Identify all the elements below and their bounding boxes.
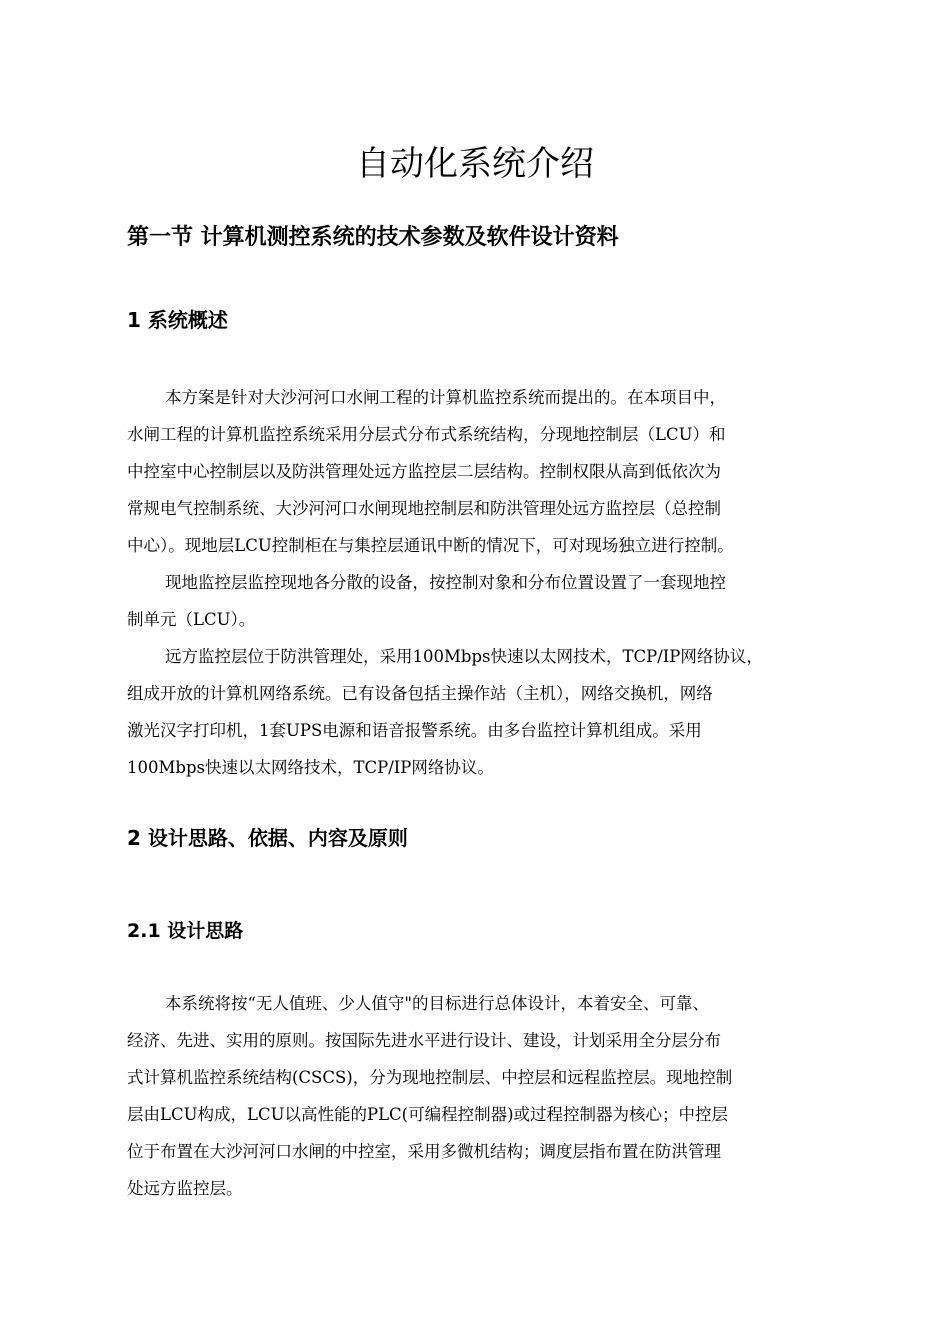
text-line: 层由LCU构成，LCU以高性能的PLC(可编程控制器)或过程控制器为核心；中控层 — [127, 1105, 729, 1124]
text-line: 本系统将按“无人值班、少人值守"的目标进行总体设计，本着安全、可靠、 — [165, 994, 710, 1013]
heading-system-overview: 1 系统概述 — [127, 308, 228, 332]
design-paragraphs — [127, 985, 832, 1207]
text-line: 处远方监控层。 — [127, 1179, 243, 1198]
text-line: 激光汉字打印机，1套UPS电源和语音报警系统。由多台监控计算机组成。采用 — [127, 721, 702, 740]
text-line: 中控室中心控制层以及防洪管理处远方监控层二层结构。控制权限从高到低依次为 — [127, 462, 721, 481]
text-line: 100Mbps快速以太网络技术，TCP/IP网络协议。 — [127, 758, 494, 777]
section-heading: 第一节 计算机测控系统的技术参数及软件设计资料 — [127, 225, 619, 250]
text-line: 本方案是针对大沙河河口水闸工程的计算机监控系统而提出的。在本项目中， — [165, 388, 726, 407]
text-line: 式计算机监控系统结构(CSCS)，分为现地控制层、中控层和远程监控层。现地控制 — [127, 1068, 733, 1087]
heading-design-approach: 2.1 设计思路 — [127, 920, 244, 942]
heading-design-principles: 2 设计思路、依据、内容及原则 — [127, 826, 408, 850]
text-line: 水闸工程的计算机监控系统采用分层式分布式系统结构，分现地控制层（LCU）和 — [127, 425, 726, 444]
text-line: 现地监控层监控现地各分散的设备，按控制对象和分布位置设置了一套现地控 — [165, 573, 726, 592]
text-line: 位于布置在大沙河河口水闸的中控室，采用多微机结构；调度层指布置在防洪管理 — [127, 1142, 721, 1161]
text-line: 经济、先进、实用的原则。按国际先进水平进行设计、建设，计划采用全分层分布 — [127, 1031, 721, 1050]
text-line: 制单元（LCU）。 — [127, 610, 256, 629]
document-title: 自动化系统介绍 — [356, 144, 594, 184]
text-line: 远方监控层位于防洪管理处，采用100Mbps快速以太网技术，TCP/IP网络协议， — [165, 647, 763, 666]
text-line: 中心）。现地层LCU控制柜在与集控层通讯中断的情况下，可对现场独立进行控制。 — [127, 536, 734, 555]
overview-paragraphs — [127, 379, 832, 786]
text-line: 常规电气控制系统、大沙河河口水闸现地控制层和防洪管理处远方监控层（总控制 — [127, 499, 721, 518]
text-line: 组成开放的计算机网络系统。已有设备包括主操作站（主机），网络交换机，网络 — [127, 684, 713, 703]
